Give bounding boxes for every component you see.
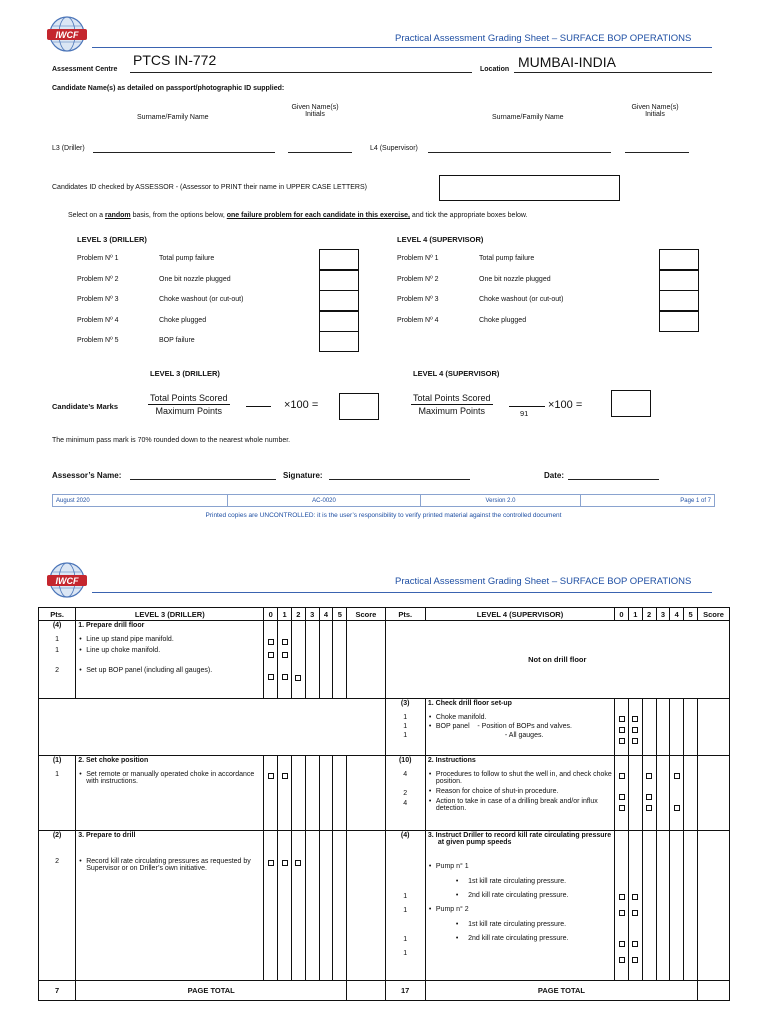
l3-s1-i1: • Line up stand pipe manifold. bbox=[78, 636, 261, 643]
problem-description: Total pump failure bbox=[159, 255, 215, 262]
page-total-row bbox=[39, 981, 730, 1001]
l4-total-label: PAGE TOTAL bbox=[425, 981, 697, 1001]
col-score-3: 3 bbox=[305, 608, 319, 621]
col-score-5: 5 bbox=[333, 608, 347, 621]
l4-s3-pts: (4) bbox=[400, 832, 410, 839]
page2-header-title: Practical Assessment Grading Sheet – SURFACE BOP OPERATIONS bbox=[395, 576, 692, 587]
l3-s1-score[interactable] bbox=[347, 621, 385, 699]
l4-s1-i1: • Choke manifold. bbox=[428, 714, 612, 721]
l4-s3-content bbox=[425, 831, 614, 981]
l4-p1-i1: • 1st kill rate circulating pressure. bbox=[455, 878, 567, 885]
l4-s2-i2-pts: 2 bbox=[403, 790, 408, 797]
l3-marks-fraction: Total Points Scored Maximum Points bbox=[150, 393, 228, 416]
checkbox[interactable] bbox=[268, 674, 274, 680]
problem-number: Problem Nº 2 bbox=[77, 275, 119, 283]
l4-p2-i1: • 1st kill rate circulating pressure. bbox=[455, 921, 567, 928]
assessor-name-label: Assessor’s Name: bbox=[52, 471, 122, 480]
checkbox[interactable] bbox=[282, 860, 288, 866]
l4-s1-i2: • BOP panel - Position of BOPs and valves. bbox=[428, 723, 612, 730]
l4-s3-score1 bbox=[628, 831, 642, 981]
problem-description: Total pump failure bbox=[479, 255, 535, 262]
l4-s2-score[interactable] bbox=[697, 756, 729, 831]
l4-surname-col: Surname/Family Name bbox=[492, 114, 564, 121]
problem-number: Problem Nº 1 bbox=[397, 255, 439, 262]
problem-description: Choke washout (or cut-out) bbox=[479, 296, 564, 303]
l4-s3-score0 bbox=[615, 831, 629, 981]
problem-number: Problem Nº 3 bbox=[397, 296, 439, 303]
problem-tick-box[interactable] bbox=[659, 249, 699, 270]
id-check-text: Candidates ID checked by ASSESSOR - (Assessor to PRINT their name in UPPER CASE LETTERS) bbox=[52, 184, 367, 191]
l3-s2-i1: • Set remote or manually operated choke in accordance with instructions. bbox=[78, 771, 261, 785]
l4-max-points-value: 91 bbox=[520, 409, 529, 418]
l3-s3-score4 bbox=[319, 831, 333, 981]
footer-page: Page 1 of 7 bbox=[581, 495, 715, 507]
l3-s3-score[interactable] bbox=[347, 831, 385, 981]
l3-s3-score2 bbox=[291, 831, 305, 981]
l3-s2-score2 bbox=[291, 756, 305, 831]
footer-code: AC-0020 bbox=[228, 495, 421, 507]
svg-text:IWCF: IWCF bbox=[55, 576, 79, 586]
col-score-3-l4: 3 bbox=[656, 608, 670, 621]
l3-s2-score5 bbox=[333, 756, 347, 831]
checkbox[interactable] bbox=[282, 639, 288, 645]
l3-s1-content bbox=[76, 621, 264, 699]
l4-s2-score5 bbox=[684, 756, 698, 831]
checkbox[interactable] bbox=[282, 773, 288, 779]
l4-s1-pts-cell bbox=[385, 699, 425, 756]
candidates-marks-label: Candidate’s Marks bbox=[52, 402, 118, 411]
uncontrolled-notice: Printed copies are UNCONTROLLED: it is the user’s responsibility to verify printed material against the controlled document bbox=[205, 512, 562, 519]
candidate-names-heading: Candidate Name(s) as detailed on passport/photographic ID supplied: bbox=[52, 85, 285, 92]
l4-s3-score3 bbox=[656, 831, 670, 981]
l3-s1-score4 bbox=[319, 621, 333, 699]
l4-initials-field[interactable] bbox=[625, 152, 689, 153]
checkbox[interactable] bbox=[268, 773, 274, 779]
problem-tick-box[interactable] bbox=[319, 311, 359, 332]
l4-total-pts: 17 bbox=[385, 981, 425, 1001]
l3-s1-i2: • Line up choke manifold. bbox=[78, 647, 261, 654]
svg-text:IWCF: IWCF bbox=[55, 30, 79, 40]
checkbox[interactable] bbox=[632, 910, 638, 916]
l4-pump2: • Pump n° 2 bbox=[428, 906, 612, 913]
problem-tick-box[interactable] bbox=[659, 311, 699, 332]
assessor-name-line[interactable] bbox=[130, 479, 276, 480]
l4-times100: ×100 = bbox=[548, 399, 583, 411]
l3-s1-pts: (4) bbox=[52, 622, 62, 629]
location-value[interactable]: MUMBAI-INDIA bbox=[518, 54, 616, 70]
l3-s2-score0 bbox=[264, 756, 278, 831]
l4-p2-i1-pts: 1 bbox=[403, 936, 408, 943]
page1-header-rule bbox=[92, 47, 712, 48]
l4-s3-pts-cell bbox=[385, 831, 425, 981]
l4-s2-score3 bbox=[656, 756, 670, 831]
checkbox[interactable] bbox=[619, 773, 625, 779]
l3-s3-score0 bbox=[264, 831, 278, 981]
assessment-centre-line bbox=[130, 72, 472, 73]
l4-s1-title: 1. Check drill floor set-up bbox=[427, 700, 512, 707]
col-score-0-l4: 0 bbox=[615, 608, 629, 621]
l3-s3-pts-cell bbox=[39, 831, 76, 981]
l4-s1-score5 bbox=[684, 699, 698, 756]
l3-s3-score5 bbox=[333, 831, 347, 981]
l4-s1-pts: (3) bbox=[400, 700, 410, 707]
checkbox[interactable] bbox=[619, 805, 625, 811]
l3-s1-score3 bbox=[305, 621, 319, 699]
l4-s2-content bbox=[425, 756, 614, 831]
l4-s2-pts: (10) bbox=[398, 757, 412, 764]
l4-s1-score2 bbox=[642, 699, 656, 756]
l4-s1-content bbox=[425, 699, 614, 756]
col-pts-l4: Pts. bbox=[385, 608, 425, 621]
table-row bbox=[39, 621, 730, 699]
checkbox[interactable] bbox=[619, 794, 625, 800]
l4-p1-i2: • 2nd kill rate circulating pressure. bbox=[455, 892, 569, 899]
l4-s2-score1 bbox=[628, 756, 642, 831]
l4-s3-score2 bbox=[642, 831, 656, 981]
l3-s1-i1-pts: 1 bbox=[55, 636, 60, 643]
problem-number: Problem Nº 3 bbox=[77, 296, 119, 303]
checkbox[interactable] bbox=[632, 738, 638, 744]
l3-s2-score1 bbox=[278, 756, 292, 831]
min-pass-text: The minimum pass mark is 70% rounded down to the nearest whole number. bbox=[52, 437, 291, 444]
checkbox[interactable] bbox=[646, 794, 652, 800]
problem-description: Choke plugged bbox=[479, 316, 527, 324]
footer-version: Version 2.0 bbox=[421, 495, 581, 507]
l4-not-on-floor: Not on drill floor bbox=[528, 655, 587, 664]
grading-table bbox=[38, 607, 730, 1001]
checkbox[interactable] bbox=[632, 716, 638, 722]
checkbox[interactable] bbox=[268, 652, 274, 658]
l3-s1-score1 bbox=[278, 621, 292, 699]
l3-s1-i3: • Set up BOP panel (including all gauges). bbox=[78, 667, 261, 674]
l3-s3-score1 bbox=[278, 831, 292, 981]
problem-description: Choke plugged bbox=[159, 316, 207, 324]
col-score-4-l4: 4 bbox=[670, 608, 684, 621]
checkbox[interactable] bbox=[632, 727, 638, 733]
l4-s2-i2: • Reason for choice of shut-in procedure. bbox=[428, 788, 612, 795]
problem-tick-box[interactable] bbox=[659, 270, 699, 291]
checkbox[interactable] bbox=[619, 910, 625, 916]
checkbox[interactable] bbox=[632, 894, 638, 900]
problem-tick-box[interactable] bbox=[319, 290, 359, 311]
problem-number: Problem Nº 4 bbox=[77, 316, 119, 324]
l3-s3-score3 bbox=[305, 831, 319, 981]
l4-given-col: Given Name(s) Initials bbox=[631, 104, 679, 118]
l4-max-points-line bbox=[509, 406, 545, 407]
l4-p2-i2: • 2nd kill rate circulating pressure. bbox=[455, 935, 569, 942]
l4-pump1: • Pump n° 1 bbox=[428, 863, 612, 870]
checkbox[interactable] bbox=[268, 860, 274, 866]
problem-description: BOP failure bbox=[159, 337, 195, 344]
l3-s3-i1-pts: 2 bbox=[55, 858, 60, 865]
location-label: Location bbox=[480, 66, 510, 73]
l4-s3-score4 bbox=[670, 831, 684, 981]
col-score-0: 0 bbox=[264, 608, 278, 621]
checkbox[interactable] bbox=[619, 716, 625, 722]
l4-s2-score0 bbox=[615, 756, 629, 831]
signature-label: Signature: bbox=[283, 471, 323, 480]
l4-s3-score[interactable] bbox=[697, 831, 729, 981]
l4-marks-fraction: Total Points Scored Maximum Points bbox=[413, 393, 491, 416]
l3-s1-title: 1. Prepare drill floor bbox=[78, 622, 145, 629]
page2-header-rule bbox=[92, 592, 712, 593]
l4-s1-i3-pts: 1 bbox=[403, 732, 408, 739]
l4-p1-i1-pts: 1 bbox=[403, 893, 408, 900]
l3-s1-i2-pts: 1 bbox=[55, 647, 60, 654]
l3-s2-score[interactable] bbox=[347, 756, 385, 831]
l3-times100: ×100 = bbox=[284, 399, 319, 411]
col-score-2: 2 bbox=[291, 608, 305, 621]
l3-result-box[interactable] bbox=[339, 393, 379, 420]
l4-p2-i2-pts: 1 bbox=[403, 950, 408, 957]
checkbox[interactable] bbox=[646, 773, 652, 779]
checkbox[interactable] bbox=[295, 860, 301, 866]
checkbox[interactable] bbox=[282, 674, 288, 680]
iwcf-logo-page2 bbox=[46, 560, 88, 600]
assessment-centre-value[interactable]: PTCS IN-772 bbox=[133, 52, 217, 68]
l3-initials-field[interactable] bbox=[288, 152, 352, 153]
l4-supervisor-label: L4 (Supervisor) bbox=[370, 145, 418, 152]
l4-p1-i2-pts: 1 bbox=[403, 907, 408, 914]
l3-s2-pts-cell bbox=[39, 756, 76, 831]
l3-driller-label: L3 (Driller) bbox=[52, 145, 85, 152]
checkbox[interactable] bbox=[619, 738, 625, 744]
l4-s2-title: 2. Instructions bbox=[427, 757, 476, 764]
assessment-centre-label: Assessment Centre bbox=[52, 66, 118, 73]
l3-total-score[interactable] bbox=[347, 981, 385, 1001]
l4-s2-i1: • Procedures to follow to shut the well in, and check choke position. bbox=[428, 771, 612, 785]
l3-s2-i1-pts: 1 bbox=[55, 771, 60, 778]
l3-s3-pts: (2) bbox=[52, 832, 62, 839]
col-score-2-l4: 2 bbox=[642, 608, 656, 621]
l4-total-score[interactable] bbox=[697, 981, 729, 1001]
l3-surname-col: Surname/Family Name bbox=[137, 114, 209, 121]
select-instruction: Select on a random basis, from the options below, one failure problem for each candidate in this exercise, and tick the appropriate boxes below. bbox=[68, 212, 528, 219]
marks-level4-heading: LEVEL 4 (SUPERVISOR) bbox=[413, 369, 500, 378]
checkbox[interactable] bbox=[674, 773, 680, 779]
l3-s2-score3 bbox=[305, 756, 319, 831]
l3-s2-score4 bbox=[319, 756, 333, 831]
l3-s2-content bbox=[76, 756, 264, 831]
l3-given-col: Given Name(s) Initials bbox=[291, 104, 339, 118]
col-score-5-l4: 5 bbox=[684, 608, 698, 621]
l4-s1-i1-pts: 1 bbox=[403, 714, 408, 721]
problem-number: Problem Nº 2 bbox=[397, 275, 439, 283]
l3-total-label: PAGE TOTAL bbox=[76, 981, 347, 1001]
l4-s1-i3: - All gauges. bbox=[504, 732, 544, 739]
l4-s2-score4 bbox=[670, 756, 684, 831]
l4-not-on-floor-cell bbox=[385, 621, 730, 699]
l4-s1-score1 bbox=[628, 699, 642, 756]
col-level3: LEVEL 3 (DRILLER) bbox=[76, 608, 264, 621]
l4-s3-score5 bbox=[684, 831, 698, 981]
signature-line[interactable] bbox=[329, 479, 470, 480]
table-row bbox=[39, 831, 730, 981]
table-row bbox=[39, 699, 730, 756]
l3-s1-pts-cell bbox=[39, 621, 76, 699]
l4-s2-i1-pts: 4 bbox=[403, 771, 408, 778]
checkbox[interactable] bbox=[619, 727, 625, 733]
problem-number: Problem Nº 1 bbox=[77, 255, 119, 262]
page1-header-title: Practical Assessment Grading Sheet – SURFACE BOP OPERATIONS bbox=[395, 33, 692, 44]
problem-tick-box[interactable] bbox=[319, 249, 359, 270]
footer-date: August 2020 bbox=[53, 495, 228, 507]
problem-tick-box[interactable] bbox=[319, 331, 359, 352]
location-line bbox=[514, 72, 712, 73]
problem-description: One bit nozzle plugged bbox=[479, 275, 551, 283]
l3-s1-i3-pts: 2 bbox=[55, 667, 60, 674]
problem-number: Problem Nº 4 bbox=[397, 316, 439, 324]
assessor-name-box[interactable] bbox=[439, 175, 620, 201]
l3-s2-pts: (1) bbox=[52, 757, 62, 764]
l3-s2-title: 2. Set choke position bbox=[78, 757, 149, 764]
l4-s2-i3: • Action to take in case of a drilling break and/or influx detection. bbox=[428, 798, 612, 812]
date-label: Date: bbox=[544, 471, 565, 480]
checkbox[interactable] bbox=[268, 639, 274, 645]
col-score-4: 4 bbox=[319, 608, 333, 621]
l4-surname-field[interactable] bbox=[428, 152, 611, 153]
marks-level3-heading: LEVEL 3 (DRILLER) bbox=[150, 369, 220, 378]
l3-s3-content bbox=[76, 831, 264, 981]
table-header-row bbox=[39, 608, 730, 621]
col-pts-l3: Pts. bbox=[39, 608, 76, 621]
level4-heading: LEVEL 4 (SUPERVISOR) bbox=[397, 235, 484, 244]
l3-empty-cell bbox=[39, 699, 386, 756]
l4-s2-pts-cell bbox=[385, 756, 425, 831]
col-level4: LEVEL 4 (SUPERVISOR) bbox=[425, 608, 614, 621]
checkbox[interactable] bbox=[674, 805, 680, 811]
page1-footer bbox=[52, 494, 715, 507]
checkbox[interactable] bbox=[619, 957, 625, 963]
problem-tick-box[interactable] bbox=[319, 270, 359, 291]
checkbox[interactable] bbox=[619, 941, 625, 947]
col-score-1-l4: 1 bbox=[628, 608, 642, 621]
l3-s1-score2 bbox=[291, 621, 305, 699]
table-row bbox=[39, 756, 730, 831]
checkbox[interactable] bbox=[295, 675, 301, 681]
l4-s1-score3 bbox=[656, 699, 670, 756]
problem-number: Problem Nº 5 bbox=[77, 337, 119, 344]
checkbox[interactable] bbox=[282, 652, 288, 658]
checkbox[interactable] bbox=[619, 894, 625, 900]
problem-description: Choke washout (or cut-out) bbox=[159, 296, 244, 303]
l4-result-box[interactable] bbox=[611, 390, 651, 417]
l4-s1-score4 bbox=[670, 699, 684, 756]
l3-max-points-line bbox=[246, 406, 271, 407]
col-score: Score bbox=[347, 608, 385, 621]
problem-description: One bit nozzle plugged bbox=[159, 275, 231, 283]
l3-s1-score0 bbox=[264, 621, 278, 699]
l3-s3-i1: • Record kill rate circulating pressures as requested by Supervisor or on Driller’s own initiative. bbox=[78, 858, 261, 872]
l3-s3-title: 3. Prepare to drill bbox=[78, 832, 136, 839]
date-line[interactable] bbox=[568, 479, 659, 480]
l3-s1-score5 bbox=[333, 621, 347, 699]
problem-tick-box[interactable] bbox=[659, 290, 699, 311]
iwcf-logo bbox=[46, 14, 88, 54]
l4-s1-i2-pts: 1 bbox=[403, 723, 408, 730]
l4-s2-i3-pts: 4 bbox=[403, 800, 408, 807]
checkbox[interactable] bbox=[632, 957, 638, 963]
col-score-1: 1 bbox=[278, 608, 292, 621]
l4-s1-score0 bbox=[615, 699, 629, 756]
l3-surname-field[interactable] bbox=[93, 152, 275, 153]
level3-heading: LEVEL 3 (DRILLER) bbox=[77, 235, 147, 244]
checkbox[interactable] bbox=[632, 941, 638, 947]
l4-s1-score[interactable] bbox=[697, 699, 729, 756]
checkbox[interactable] bbox=[646, 805, 652, 811]
l3-total-pts: 7 bbox=[39, 981, 76, 1001]
l4-s2-score2 bbox=[642, 756, 656, 831]
col-score-l4: Score bbox=[697, 608, 729, 621]
l4-s3-title: 3. Instruct Driller to record kill rate circulating pressure at given pump speeds bbox=[427, 832, 612, 846]
